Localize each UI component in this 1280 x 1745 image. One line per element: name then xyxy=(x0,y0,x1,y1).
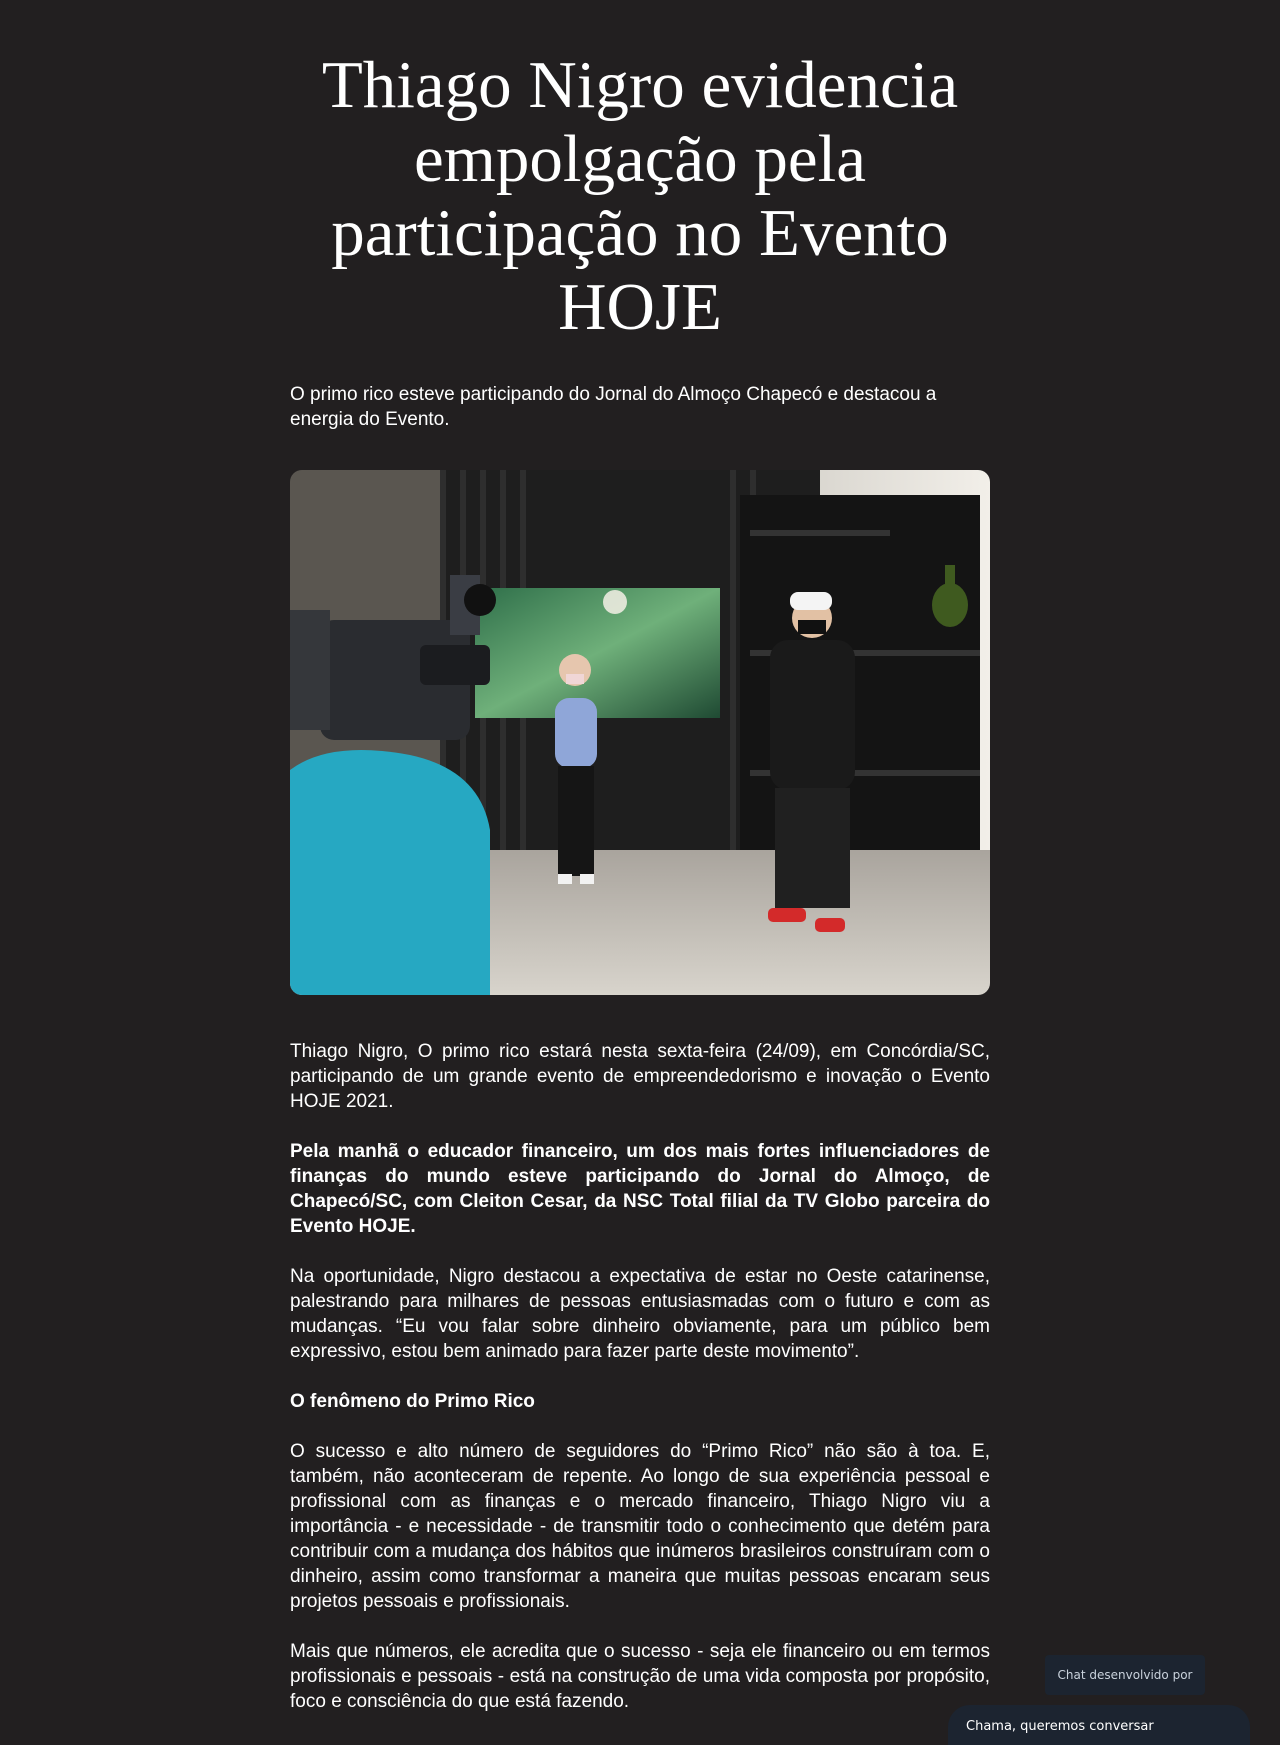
article-paragraph: Thiago Nigro, O primo rico estará nesta sexta-feira (24/09), em Concórdia/SC, participando de um grande evento de empreendedorismo e inovação o Evento HOJE 2021. xyxy=(290,1041,990,1112)
article-paragraph: Mais que números, ele acredita que o sucesso - seja ele financeiro ou em termos profissionais e pessoais - está na construção de uma vida composta por propósito, foco e consciência do que está fazendo. xyxy=(290,1641,990,1712)
article-lead: O primo rico esteve participando do Jornal do Almoço Chapecó e destacou a energia do Evento. xyxy=(290,384,937,430)
chat-open-button[interactable]: Chama, queremos conversar xyxy=(948,1705,1250,1745)
article-photo xyxy=(290,470,990,995)
article-body xyxy=(290,1039,990,1714)
chat-credit-link[interactable]: Chat desenvolvido por xyxy=(1045,1655,1205,1695)
article-paragraph: Na oportunidade, Nigro destacou a expectativa de estar no Oeste catarinense, palestrando para milhares de pessoas entusiasmadas com o futuro e com as mudanças. “Eu vou falar sobre dinheiro obviamente, para um público bem expressivo, estou bem animado para fazer parte deste movimento”. xyxy=(290,1266,990,1362)
article-title: Thiago Nigro evidencia empolgação pela participação no Evento HOJE xyxy=(321,48,959,344)
article-paragraph: O sucesso e alto número de seguidores do “Primo Rico” não são à toa. E, também, não aconteceram de repente. Ao longo de sua experiência pessoal e profissional com as finanças e o mercado financeiro, Thiago Nigro viu a importância - e necessidade - de transmitir todo o conhecimento que detém para contribuir com a mudança dos hábitos que inúmeros brasileiros construíram com o dinheiro, assim como transformar a maneira que muitas pessoas encaram seus projetos pessoais e profissionais. xyxy=(290,1441,990,1612)
article-paragraph-bold: Pela manhã o educador financeiro, um dos mais fortes influenciadores de finanças do mundo esteve participando do Jornal do Almoço, de Chapecó/SC, com Cleiton Cesar, da NSC Total filial da TV Globo parceira do Evento HOJE. xyxy=(290,1141,990,1237)
article-subheading: O fenômeno do Primo Rico xyxy=(290,1391,535,1412)
article xyxy=(290,0,990,1739)
